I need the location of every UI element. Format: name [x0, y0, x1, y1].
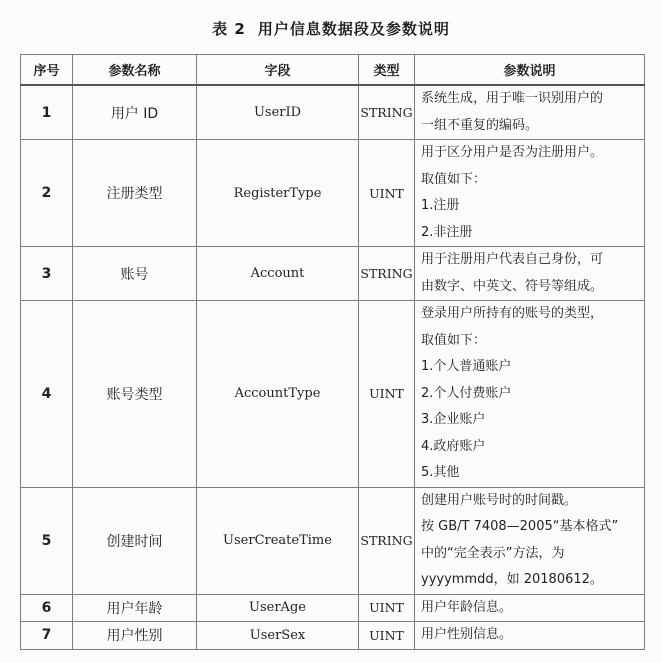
table-row	[21, 301, 645, 488]
row-type: UINT	[359, 622, 415, 650]
row-field: UserAge	[197, 594, 359, 622]
row-seq: 6	[21, 594, 73, 622]
row-seq: 2	[21, 140, 73, 247]
description-line: 1.注册	[421, 198, 460, 213]
row-seq: 3	[21, 247, 73, 301]
description-line: 2.非注册	[421, 224, 473, 240]
header-description: 参数说明	[415, 55, 645, 86]
row-type: STRING	[359, 85, 415, 140]
description-line: 用于区分用户是否为注册用户。	[421, 145, 604, 160]
description-line: 创建用户账号时的时间戳。	[421, 492, 578, 508]
row-field: UserCreateTime	[197, 487, 359, 594]
row-param-name: 账号类型	[73, 301, 197, 488]
table-row	[21, 140, 645, 247]
row-seq: 4	[21, 301, 73, 488]
table-header-row	[21, 55, 645, 86]
description-line: 登录用户所持有的账号的类型，	[421, 306, 604, 321]
description-line: 用户年龄信息。	[421, 599, 513, 615]
row-description	[415, 594, 645, 622]
header-type: 类型	[359, 55, 415, 86]
row-param-name: 用户性别	[73, 622, 197, 650]
table-row	[21, 247, 645, 301]
description-line: yyyymmdd，如 20180612。	[421, 572, 603, 587]
description-line: 按 GB/T 7408—2005“基本格式”	[421, 519, 619, 534]
description-line: 一组不重复的编码。	[421, 117, 539, 133]
description-line: 用于注册用户代表自己身份，可	[421, 252, 604, 267]
parameter-table	[20, 54, 645, 650]
table-row	[21, 85, 645, 140]
description-line: 系统生成，用于唯一识别用户的	[421, 91, 604, 106]
row-description	[415, 247, 645, 301]
description-line: 4.政府账户	[421, 438, 486, 454]
row-type: UINT	[359, 301, 415, 488]
row-seq: 1	[21, 85, 73, 140]
description-line: 取值如下：	[421, 171, 487, 187]
header-param-name: 参数名称	[73, 55, 197, 86]
row-param-name: 注册类型	[73, 140, 197, 247]
table-caption	[0, 18, 662, 39]
description-line: 由数字、中英文、符号等组成。	[421, 278, 604, 294]
row-seq: 5	[21, 487, 73, 594]
row-type: UINT	[359, 594, 415, 622]
row-description	[415, 85, 645, 140]
row-param-name: 用户 ID	[73, 85, 197, 140]
table-number: 表 2	[212, 20, 246, 38]
description-line: 2.个人付费账户	[421, 385, 512, 401]
row-description	[415, 622, 645, 650]
description-line: 中的“完全表示”方法，为	[421, 545, 565, 561]
row-field: UserSex	[197, 622, 359, 650]
row-param-name: 创建时间	[73, 487, 197, 594]
row-param-name: 账号	[73, 247, 197, 301]
description-line: 1.个人普通账户	[421, 359, 512, 374]
row-field: RegisterType	[197, 140, 359, 247]
description-line: 5.其他	[421, 465, 460, 480]
description-line: 取值如下：	[421, 332, 487, 348]
description-line: 用户性别信息。	[421, 627, 513, 642]
row-description	[415, 301, 645, 488]
row-description	[415, 140, 645, 247]
row-field: AccountType	[197, 301, 359, 488]
table-title: 用户信息数据段及参数说明	[257, 20, 450, 38]
row-description	[415, 487, 645, 594]
row-type: STRING	[359, 247, 415, 301]
table-row	[21, 487, 645, 594]
row-field: UserID	[197, 85, 359, 140]
table-row	[21, 622, 645, 650]
row-param-name: 用户年龄	[73, 594, 197, 622]
row-field: Account	[197, 247, 359, 301]
table-row	[21, 594, 645, 622]
row-seq: 7	[21, 622, 73, 650]
header-seq: 序号	[21, 55, 73, 86]
description-line: 3.企业账户	[421, 412, 486, 427]
row-type: STRING	[359, 487, 415, 594]
header-field: 字段	[197, 55, 359, 86]
row-type: UINT	[359, 140, 415, 247]
